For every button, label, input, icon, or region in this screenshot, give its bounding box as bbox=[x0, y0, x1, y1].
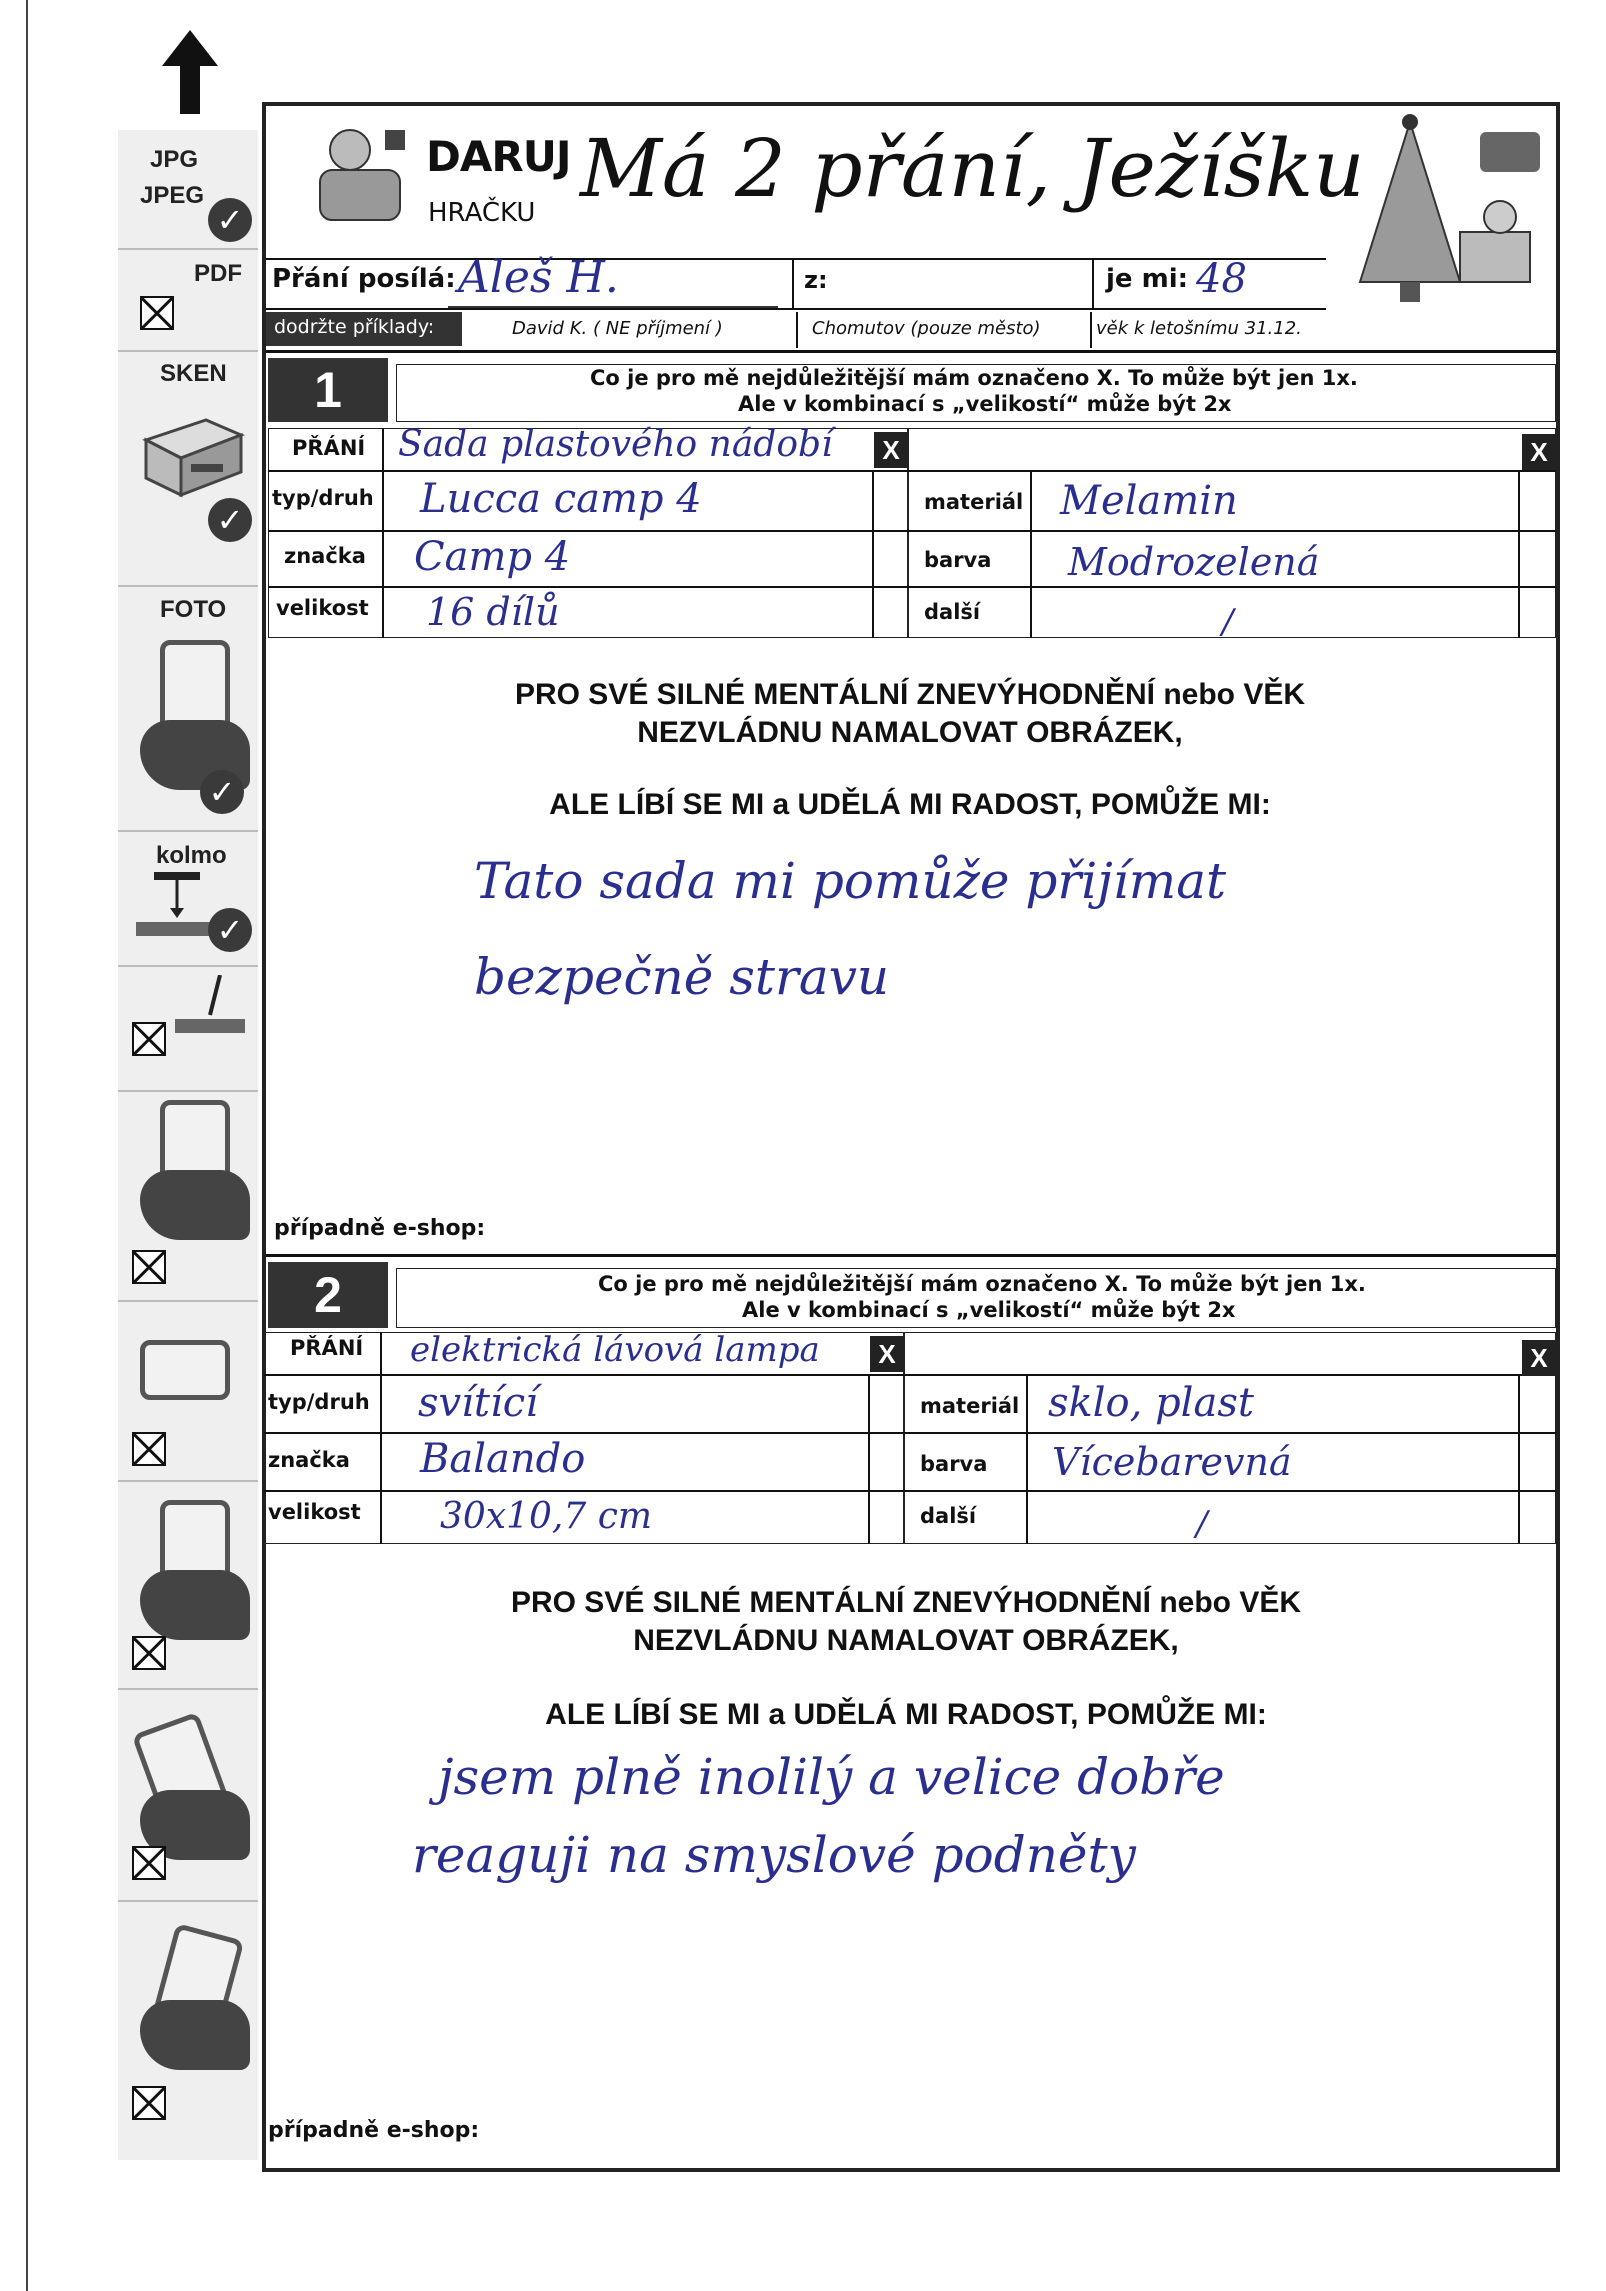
wish-1-typ-value[interactable]: Lucca camp 4 bbox=[420, 476, 702, 522]
age-value[interactable]: 48 bbox=[1196, 256, 1247, 302]
wish-2-statement-line2: NEZVLÁDNU NAMALOVAT OBRÁZEK, bbox=[633, 1624, 1179, 1657]
cross-box-icon bbox=[140, 296, 174, 330]
wish-1-instruction-line1: Co je pro mě nejdůležitější mám označeno X. To může být jen 1x. bbox=[590, 366, 1358, 390]
age-label: je mi: bbox=[1106, 264, 1188, 294]
wish-2-eshop-label: případně e-shop: bbox=[268, 2118, 480, 2143]
wish-2-reason-line2[interactable]: reaguji na smyslové podněty bbox=[412, 1826, 1136, 1884]
wish-2-velikost-value[interactable]: 30x10,7 cm bbox=[440, 1496, 653, 1537]
wish-2-znacka-label: značka bbox=[268, 1448, 350, 1472]
wish-1-barva-value[interactable]: Modrozelená bbox=[1068, 540, 1320, 584]
wish-2-instruction-line2: Ale v kombinací s „velikostí“ může být 2x bbox=[742, 1298, 1236, 1322]
wish-1-velikost-label: velikost bbox=[276, 596, 369, 620]
wish-1-reason-line2[interactable]: bezpečně stravu bbox=[474, 948, 890, 1006]
wish-1-dalsi-label: další bbox=[924, 600, 981, 624]
wish-1-typ-label: typ/druh bbox=[272, 486, 374, 510]
wish-1-material-label: materiál bbox=[924, 490, 1024, 514]
christmas-tree-icon bbox=[1350, 112, 1550, 312]
wish-2-table-right bbox=[904, 1332, 1556, 1544]
wish-1-prani-label: PŘÁNÍ bbox=[292, 436, 366, 460]
wish-1-statement-line1: PRO SVÉ SILNÉ MENTÁLNÍ ZNEVÝHODNĚNÍ nebo VĚK bbox=[514, 678, 1306, 711]
wish-2-material-value[interactable]: sklo, plast bbox=[1048, 1380, 1254, 1426]
wish-2-typ-value[interactable]: svítící bbox=[418, 1380, 538, 1426]
logo-daruj: DARUJ bbox=[426, 132, 571, 181]
wish-1-statement-line2: NEZVLÁDNU NAMALOVAT OBRÁZEK, bbox=[637, 716, 1183, 749]
sidebar-sken-label: SKEN bbox=[160, 360, 227, 387]
sidebar-jpeg-label: JPEG bbox=[140, 182, 205, 209]
wish-2-barva-value[interactable]: Vícebarevná bbox=[1052, 1440, 1292, 1484]
example-age: věk k letošnímu 31.12. bbox=[1096, 318, 1302, 339]
wish-1-dalsi-value[interactable]: / bbox=[1222, 602, 1234, 642]
scan-left-edge bbox=[26, 0, 28, 2291]
check-icon: ✓ bbox=[208, 198, 252, 242]
wish-2-velikost-label: velikost bbox=[268, 1500, 361, 1524]
cross-box-icon bbox=[132, 1846, 166, 1880]
check-icon: ✓ bbox=[200, 770, 244, 814]
wish-1-instruction-line2: Ale v kombinací s „velikostí“ může být 2x bbox=[738, 392, 1232, 416]
cross-box-icon bbox=[132, 1636, 166, 1670]
wish-2-instruction-line1: Co je pro mě nejdůležitější mám označeno X. To může být jen 1x. bbox=[598, 1272, 1366, 1296]
wish-2-dalsi-label: další bbox=[920, 1504, 977, 1528]
wish-2-barva-label: barva bbox=[920, 1452, 988, 1476]
wish-2-number: 2 bbox=[268, 1262, 388, 1328]
wish-2-dalsi-value[interactable]: / bbox=[1196, 1504, 1208, 1544]
wish-1-barva-label: barva bbox=[924, 548, 992, 572]
arrow-up-icon bbox=[162, 30, 218, 114]
example-city: Chomutov (pouze město) bbox=[812, 318, 1041, 339]
wish-2-x-marker-right[interactable]: X bbox=[1522, 1340, 1556, 1376]
wish-1-znacka-label: značka bbox=[284, 544, 366, 568]
sidebar-foto-label: FOTO bbox=[160, 596, 227, 623]
wish-2-x-marker-left[interactable]: X bbox=[870, 1336, 904, 1372]
wish-1-x-marker-right[interactable]: X bbox=[1522, 434, 1556, 470]
wish-1-znacka-value[interactable]: Camp 4 bbox=[414, 534, 571, 580]
sidebar-pdf-label: PDF bbox=[194, 260, 242, 287]
wish-2-material-label: materiál bbox=[920, 1394, 1020, 1418]
sender-value[interactable]: Aleš H. bbox=[458, 252, 619, 303]
examples-label: dodržte příklady: bbox=[274, 316, 435, 338]
logo-hracku: HRAČKU bbox=[428, 198, 536, 228]
wish-1-eshop-label: případně e-shop: bbox=[274, 1216, 486, 1241]
wish-1-material-value[interactable]: Melamin bbox=[1060, 478, 1238, 524]
sidebar-kolmo-label: kolmo bbox=[156, 842, 227, 869]
wish-1-velikost-value[interactable]: 16 dílů bbox=[426, 590, 560, 634]
page-title: Má 2 přání, Ježíšku bbox=[580, 122, 1365, 215]
wish-2-statement-line3: ALE LÍBÍ SE MI a UDĚLÁ MI RADOST, POMŮŽE MI: bbox=[545, 1698, 1267, 1731]
wish-2-reason-line1[interactable]: jsem plně inolilý a velice dobře bbox=[438, 1748, 1225, 1806]
phone-tilted-icon bbox=[170, 975, 250, 1045]
wish-2-prani-label: PŘÁNÍ bbox=[290, 1336, 364, 1360]
wish-2-typ-label: typ/druh bbox=[268, 1390, 370, 1414]
cross-box-icon bbox=[132, 1022, 166, 1056]
wish-1-prani-value[interactable]: Sada plastového nádobí bbox=[398, 424, 833, 465]
hand-icon bbox=[140, 1170, 250, 1240]
check-icon: ✓ bbox=[208, 498, 252, 542]
cross-box-icon bbox=[132, 2086, 166, 2120]
scanner-icon bbox=[136, 400, 246, 500]
wish-1-x-marker-left[interactable]: X bbox=[874, 432, 908, 468]
wish-1-reason-line1[interactable]: Tato sada mi pomůže přijímat bbox=[474, 852, 1227, 910]
wish-2-statement-line1: PRO SVÉ SILNÉ MENTÁLNÍ ZNEVÝHODNĚNÍ nebo VĚK bbox=[510, 1586, 1302, 1619]
wish-1-statement-line3: ALE LÍBÍ SE MI a UDĚLÁ MI RADOST, POMŮŽE MI: bbox=[549, 788, 1271, 821]
wish-2-znacka-value[interactable]: Balando bbox=[420, 1436, 586, 1482]
hand-icon bbox=[140, 1570, 250, 1640]
example-name: David K. ( NE příjmení ) bbox=[512, 318, 723, 339]
check-icon: ✓ bbox=[208, 908, 252, 952]
cross-box-icon bbox=[132, 1432, 166, 1466]
toy-illustration-icon bbox=[300, 120, 420, 230]
wish-2-prani-value[interactable]: elektrická lávová lampa bbox=[410, 1330, 820, 1370]
wish-1-number: 1 bbox=[268, 358, 388, 422]
hand-icon bbox=[140, 2000, 250, 2070]
sidebar-jpg-label: JPG bbox=[150, 146, 199, 173]
from-label: z: bbox=[804, 266, 828, 294]
cross-box-icon bbox=[132, 1250, 166, 1284]
sender-label: Přání posílá: bbox=[272, 264, 456, 294]
phone-landscape-icon bbox=[140, 1340, 230, 1400]
